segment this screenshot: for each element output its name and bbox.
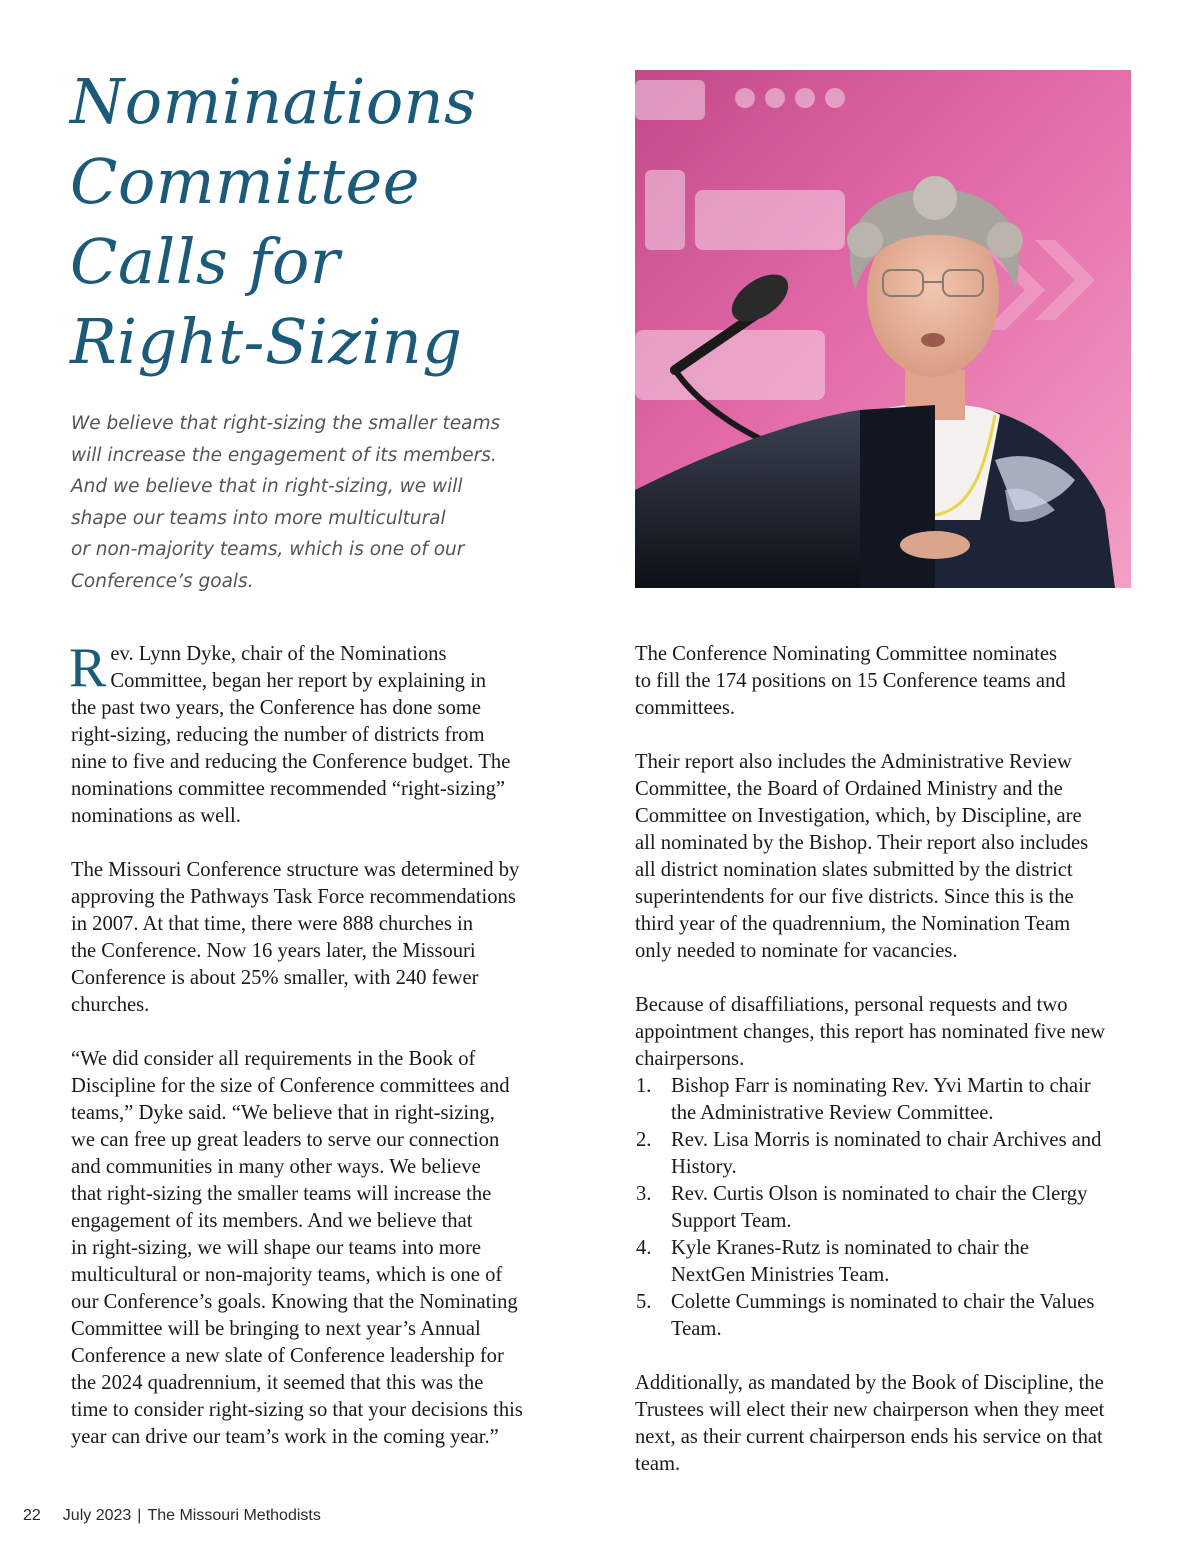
page-footer: [23, 1507, 321, 1525]
text-line: Colette Cummings is nominated to chair the Values: [671, 1291, 1095, 1313]
list-number: 2.: [636, 1129, 652, 1151]
text-line: ev. Lynn Dyke, chair of the Nominations: [110, 643, 447, 665]
list-item: [635, 1127, 1140, 1181]
text-line: the 2024 quadrennium, it seemed that this was the: [71, 1372, 484, 1394]
pull-quote-line: or non-majority teams, which is one of our: [71, 539, 465, 560]
text-line: the Administrative Review Committee.: [671, 1102, 994, 1124]
text-line: Because of disaffiliations, personal requests and two: [635, 994, 1068, 1016]
text-line: The Conference Nominating Committee nominates: [635, 643, 1058, 665]
text-line: Bishop Farr is nominating Rev. Yvi Martin to chair: [671, 1075, 1091, 1097]
footer-separator: |: [137, 1507, 142, 1524]
article-headline: [70, 62, 590, 382]
list-item: [635, 1289, 1140, 1343]
paragraph: [69, 637, 571, 830]
text-line: the Conference. Now 16 years later, the Missouri: [71, 940, 476, 962]
text-line: team.: [635, 1453, 681, 1475]
text-line: History.: [671, 1156, 737, 1178]
text-line: churches.: [71, 994, 150, 1016]
text-line: all nominated by the Bishop. Their report also includes: [635, 832, 1089, 854]
text-line: our Conference’s goals. Knowing that the Nominating: [71, 1291, 518, 1313]
pull-quote-line: Conference’s goals.: [71, 570, 254, 592]
paragraph: [635, 641, 1140, 722]
text-line: multicultural or non-majority teams, which is one of: [71, 1264, 503, 1286]
list-number: 1.: [636, 1075, 652, 1097]
text-line: Conference is about 25% smaller, with 240 fewer: [71, 967, 479, 989]
drop-cap: R: [69, 637, 107, 699]
text-line: approving the Pathways Task Force recommendations: [71, 886, 516, 908]
text-line: appointment changes, this report has nominated five new: [635, 1021, 1106, 1043]
text-line: Committee, the Board of Ordained Ministry and the: [635, 778, 1063, 800]
issue-date: July 2023: [62, 1507, 132, 1524]
headline-line: Calls for: [70, 225, 340, 298]
text-line: Committee, began her report by explaining in: [110, 670, 487, 692]
text-line: Discipline for the size of Conference committees and: [71, 1075, 510, 1097]
text-line: The Missouri Conference structure was determined by: [71, 859, 520, 881]
text-line: and communities in many other ways. We believe: [71, 1156, 481, 1178]
right-column: [635, 641, 1140, 1505]
text-line: teams,” Dyke said. “We believe that in right-sizing,: [71, 1102, 495, 1124]
publication-name: The Missouri Methodists: [147, 1507, 321, 1524]
text-line: that right-sizing the smaller teams will increase the: [71, 1183, 492, 1205]
text-line: nominations committee recommended “right-sizing”: [71, 778, 506, 800]
text-line: only needed to nominate for vacancies.: [635, 940, 958, 962]
pull-quote-line: shape our teams into more multicultural: [71, 507, 446, 529]
text-line: “We did consider all requirements in the Book of: [71, 1048, 476, 1070]
text-line: nine to five and reducing the Conference budget. The: [71, 751, 511, 773]
text-line: year can drive our team’s work in the coming year.”: [71, 1426, 499, 1448]
text-line: Support Team.: [671, 1210, 792, 1232]
paragraph: [71, 857, 571, 1019]
text-line: in 2007. At that time, there were 888 churches in: [71, 913, 474, 935]
text-line: Conference a new slate of Conference leadership for: [71, 1345, 504, 1367]
text-line: Rev. Curtis Olson is nominated to chair the Clergy: [671, 1183, 1088, 1205]
paragraph: [635, 992, 1140, 1073]
headline-line: Nominations: [70, 65, 477, 138]
text-line: to fill the 174 positions on 15 Conference teams and: [635, 670, 1066, 692]
text-line: Kyle Kranes-Rutz is nominated to chair the: [671, 1237, 1029, 1259]
text-line: NextGen Ministries Team.: [671, 1264, 890, 1286]
text-line: in right-sizing, we will shape our teams into more: [71, 1237, 482, 1259]
text-line: Trustees will elect their new chairperson when they meet: [635, 1399, 1105, 1421]
text-line: Additionally, as mandated by the Book of Discipline, the: [635, 1372, 1104, 1394]
text-line: Team.: [671, 1318, 722, 1340]
text-line: Rev. Lisa Morris is nominated to chair Archives and: [671, 1129, 1102, 1151]
text-line: superintendents for our five districts. Since this is the: [635, 886, 1074, 908]
text-line: Committee will be bringing to next year’s Annual: [71, 1318, 481, 1340]
headline-line: Right-Sizing: [70, 305, 463, 378]
text-line: time to consider right-sizing so that your decisions this: [71, 1399, 523, 1421]
text-line: the past two years, the Conference has done some: [71, 697, 482, 719]
chairperson-list: [635, 1073, 1140, 1343]
list-number: 3.: [636, 1183, 652, 1205]
list-item: [635, 1181, 1140, 1235]
page-number: 22: [23, 1507, 41, 1524]
text-line: nominations as well.: [71, 805, 241, 827]
text-line: right-sizing, reducing the number of districts from: [71, 724, 485, 746]
headline-line: Committee: [70, 145, 420, 218]
list-number: 5.: [636, 1291, 652, 1313]
text-line: engagement of its members. And we believe that: [71, 1210, 473, 1232]
left-column: [69, 637, 571, 1478]
paragraph: [635, 749, 1140, 965]
list-item: [635, 1073, 1140, 1127]
paragraph: [71, 1046, 571, 1451]
list-number: 4.: [636, 1237, 652, 1259]
text-line: chairpersons.: [635, 1048, 745, 1070]
pull-quote-line: will increase the engagement of its members.: [71, 444, 497, 466]
speaker-photo: [635, 70, 1131, 588]
list-item: [635, 1235, 1140, 1289]
pull-quote-line: And we believe that in right-sizing, we will: [71, 476, 463, 497]
paragraph: [635, 1370, 1140, 1478]
text-line: Their report also includes the Administrative Review: [635, 751, 1072, 773]
text-line: committees.: [635, 697, 736, 719]
text-line: third year of the quadrennium, the Nomination Team: [635, 913, 1071, 935]
text-line: next, as their current chairperson ends his service on that: [635, 1426, 1103, 1448]
text-line: we can free up great leaders to serve our connection: [71, 1129, 500, 1151]
text-line: Committee on Investigation, which, by Discipline, are: [635, 805, 1082, 827]
pull-quote-line: We believe that right-sizing the smaller teams: [71, 413, 501, 434]
pull-quote: [71, 408, 541, 597]
text-line: all district nomination slates submitted by the district: [635, 859, 1073, 881]
